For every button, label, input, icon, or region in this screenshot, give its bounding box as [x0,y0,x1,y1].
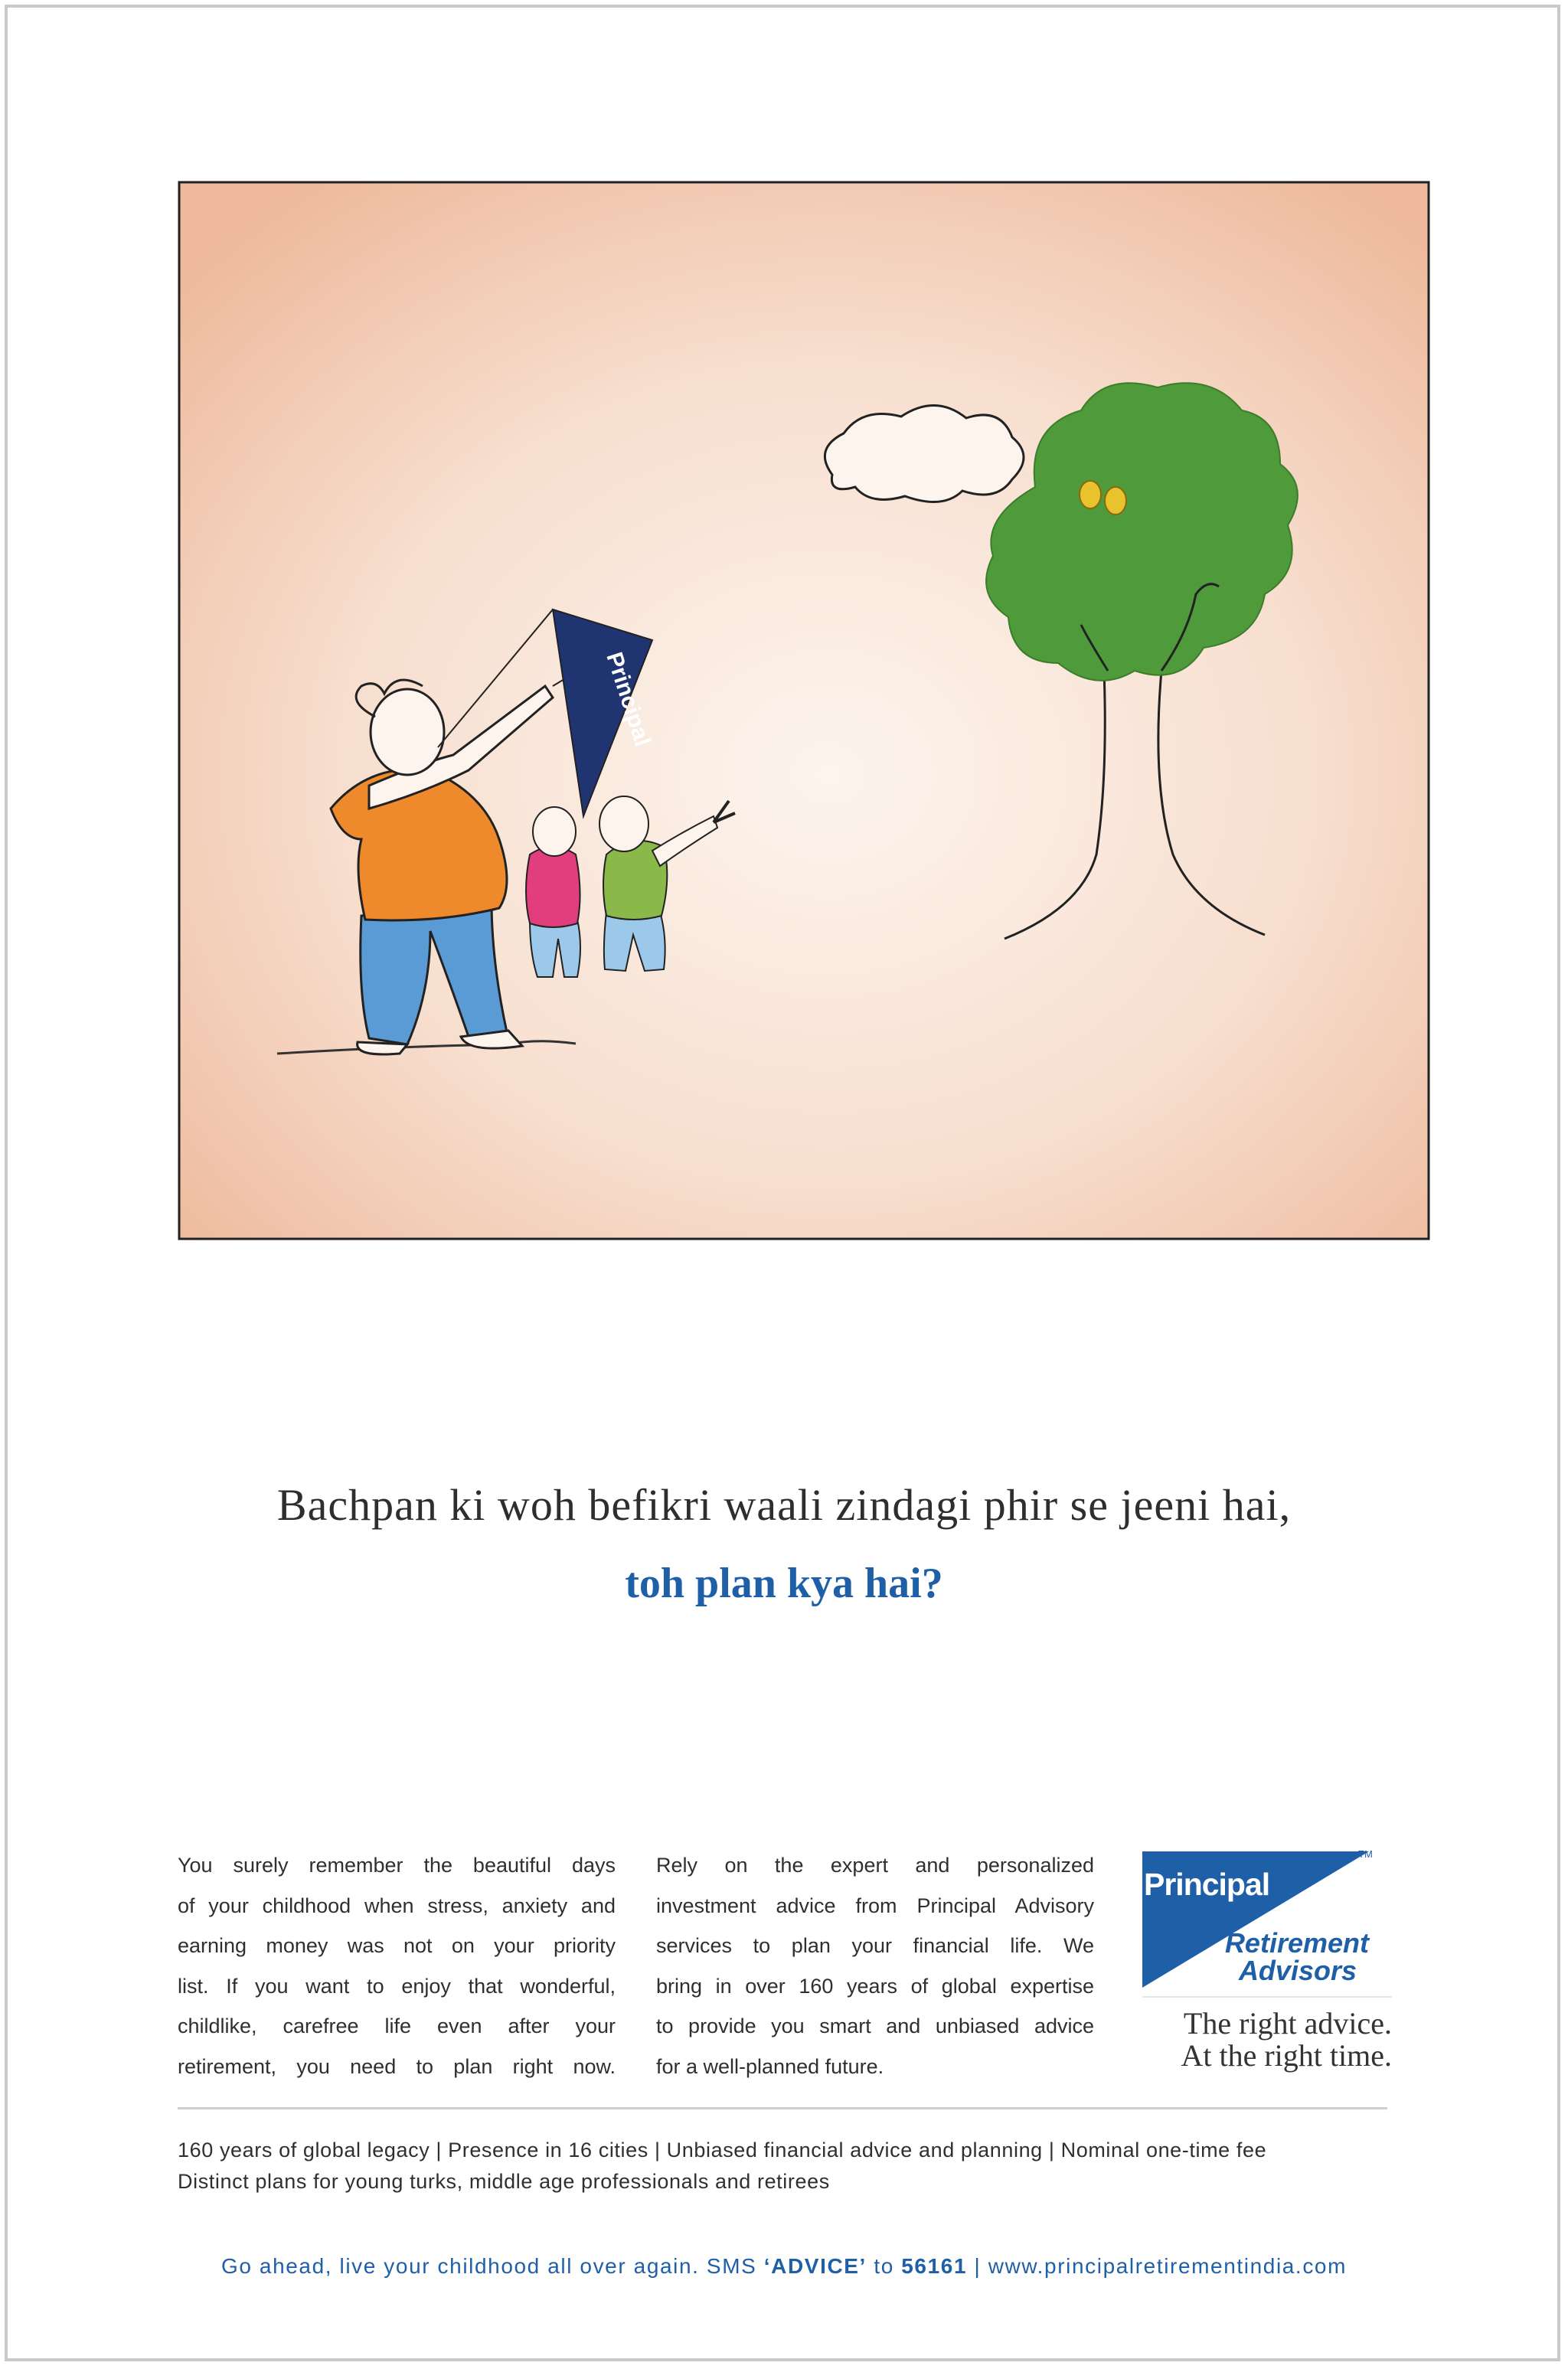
cta-website-link[interactable]: www.principalretirementindia.com [988,2254,1348,2278]
ad-illustration [178,181,1430,1240]
body-line: childlike, carefree life even after your [178,2014,616,2037]
body-column-2 [656,1845,1094,2086]
headline-line-2: toh plan kya hai? [625,1560,943,1607]
features-list [178,2135,1392,2197]
kite-brand-text: Principal [601,649,655,750]
features-line-2: Distinct plans for young turks, middle age professionals and retirees [178,2170,830,2193]
body-line: retirement, you need to plan right now. [178,2054,616,2078]
logo-trademark: TM [1358,1848,1373,1860]
small-boy-shirt [526,847,580,927]
tagline [1139,2008,1392,2072]
cta-sms-number: 56161 [901,2254,968,2278]
body-line: services to plan your financial life. We [656,1934,1094,1957]
call-to-action [0,2254,1568,2279]
features-line-1: 160 years of global legacy | Presence in 16 cities | Unbiased financial advice and planning | Nominal one-time fee [178,2139,1267,2162]
body-line: for a well-planned future. [656,2054,884,2078]
body-column-1 [178,1845,616,2086]
older-boy-head [599,796,648,851]
cta-middle: to [866,2254,902,2278]
body-line: Rely on the expert and personalized [656,1854,1094,1877]
small-boy-head [533,807,576,856]
father-head [371,689,444,775]
cta-prefix: Go ahead, live your childhood all over again. SMS [220,2254,764,2278]
body-line: You surely remember the beautiful days [178,1854,616,1877]
logo-subtitle-retirement: Retirement [1224,1927,1369,1959]
cta-sms-keyword: ‘ADVICE’ [763,2254,867,2278]
body-line: list. If you want to enjoy that wonderful, [178,1974,616,1998]
principal-logo [1142,1848,1373,1988]
body-line: of your childhood when stress, anxiety and [178,1894,616,1917]
logo-brand-text: Principal [1144,1867,1270,1902]
body-line: earning money was not on your priority [178,1934,616,1957]
mango-icon [1080,481,1101,508]
cta-separator: | [967,2254,988,2278]
logo-divider [1142,1996,1392,1998]
body-line: investment advice from Principal Advisory [656,1894,1094,1917]
tagline-line-1: The right advice. [1183,2006,1392,2041]
mango-icon [1105,487,1126,515]
headline-line-1: Bachpan ki woh befikri waali zindagi phir se jeeni hai, [276,1480,1292,1530]
tagline-line-2: At the right time. [1181,2038,1392,2073]
logo-subtitle-advisors: Advisors [1238,1955,1357,1986]
section-divider [178,2107,1387,2109]
body-line: bring in over 160 years of global expertise [656,1974,1094,1998]
body-line: to provide you smart and unbiased advice [656,2014,1094,2037]
